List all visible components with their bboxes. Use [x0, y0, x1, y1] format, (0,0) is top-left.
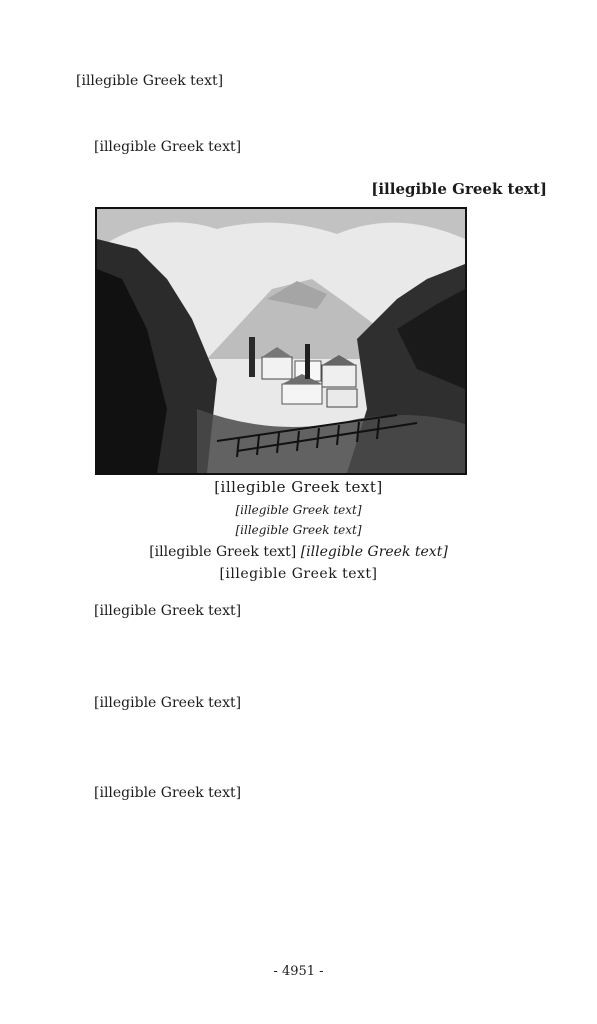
caption-collection-title-1: [illegible Greek text]: [300, 544, 448, 560]
caption-verse-1: [illegible Greek text]: [235, 503, 362, 517]
author-signature: [illegible Greek text]: [371, 180, 547, 198]
body-paragraph-3: [illegible Greek text]: [94, 785, 242, 801]
caption-source: [0, 544, 597, 560]
caption-title: [illegible Greek text]: [214, 478, 383, 496]
intro-paragraph-1: [illegible Greek text]: [76, 73, 224, 89]
caption-collection-title-2: [illegible Greek text]: [219, 566, 378, 582]
caption-source-prefix: [illegible Greek text]: [149, 544, 297, 560]
intro-paragraph-2: [illegible Greek text]: [94, 139, 242, 155]
caption-verse-2: [illegible Greek text]: [235, 523, 362, 537]
body-paragraph-2: [illegible Greek text]: [94, 695, 242, 711]
landscape-painting-image: [95, 207, 467, 475]
body-paragraph-1: [illegible Greek text]: [94, 603, 242, 619]
landscape-painting-svg: [97, 209, 465, 473]
page-number: - 4951 -: [273, 964, 324, 979]
